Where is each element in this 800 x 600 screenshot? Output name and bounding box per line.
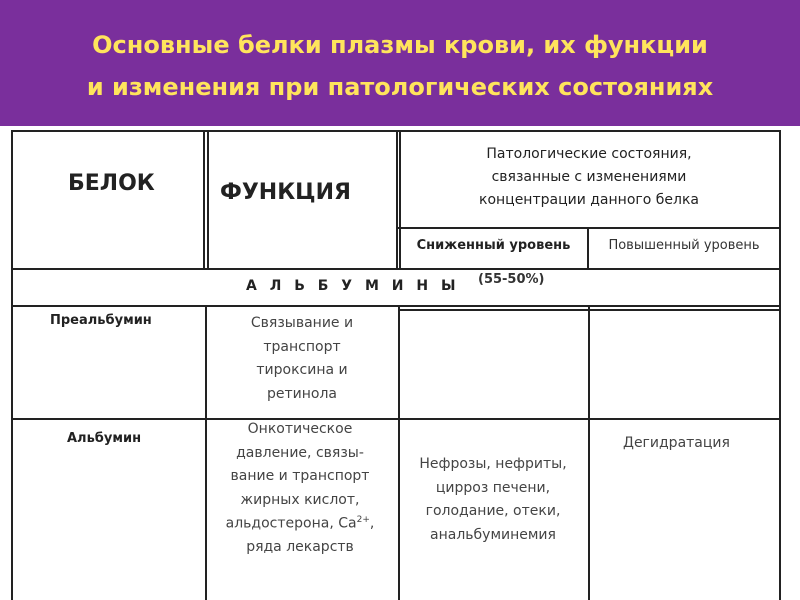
function-line: вание и транспорт	[230, 468, 370, 484]
grid-line	[11, 418, 781, 420]
function-line-with-superscript	[200, 515, 400, 532]
grid-line	[11, 130, 13, 600]
table-row-increased: Дегидратация	[623, 435, 730, 451]
decreased-line: цирроз печени,	[435, 480, 551, 496]
grid-line	[396, 130, 398, 269]
grid-line	[398, 309, 781, 311]
function-line: тироксина и	[256, 362, 348, 378]
column-header-function: ФУНКЦИЯ	[220, 180, 351, 205]
grid-line	[203, 130, 205, 269]
decreased-line: голодание, отеки,	[425, 503, 561, 519]
grid-line	[779, 130, 781, 600]
column-header-decreased: Сниженный уровень	[416, 238, 571, 253]
function-line: давление, связы-	[236, 445, 364, 461]
function-suffix: ,	[369, 515, 375, 532]
pathology-header-line: связанные с изменениями	[491, 169, 687, 185]
column-header-increased: Повышенный уровень	[608, 238, 760, 253]
page-title-line-1: Основные белки плазмы крови, их функции	[92, 31, 708, 59]
function-line: транспорт	[263, 339, 341, 355]
table-row-protein: Альбумин	[67, 431, 142, 446]
table-row-protein: Преальбумин	[50, 313, 152, 328]
group-percent: (55-50%)	[478, 272, 545, 287]
decreased-line: анальбуминемия	[430, 527, 556, 543]
grid-line	[11, 305, 781, 307]
pathology-header-line: Патологические состояния,	[486, 146, 692, 162]
function-line: Онкотическое	[247, 421, 353, 437]
title-banner	[0, 0, 800, 126]
superscript: 2+	[356, 515, 370, 525]
function-line: Связывание и	[250, 315, 354, 331]
function-line: ретинола	[267, 386, 337, 402]
page-title-line-2: и изменения при патологических состояниях	[86, 73, 714, 101]
group-title: А Л Ь Б У М И Н Ы	[246, 278, 460, 294]
grid-line	[398, 227, 781, 229]
column-header-protein: БЕЛОК	[68, 171, 155, 196]
decreased-line: Нефрозы, нефриты,	[419, 456, 567, 472]
grid-line	[207, 130, 209, 269]
function-line: жирных кислот,	[240, 492, 360, 508]
function-line: ряда лекарств	[246, 539, 354, 555]
grid-line	[588, 306, 590, 600]
function-text: альдостерона, Ca	[225, 515, 357, 532]
pathology-header-line: концентрации данного белка	[478, 192, 699, 208]
